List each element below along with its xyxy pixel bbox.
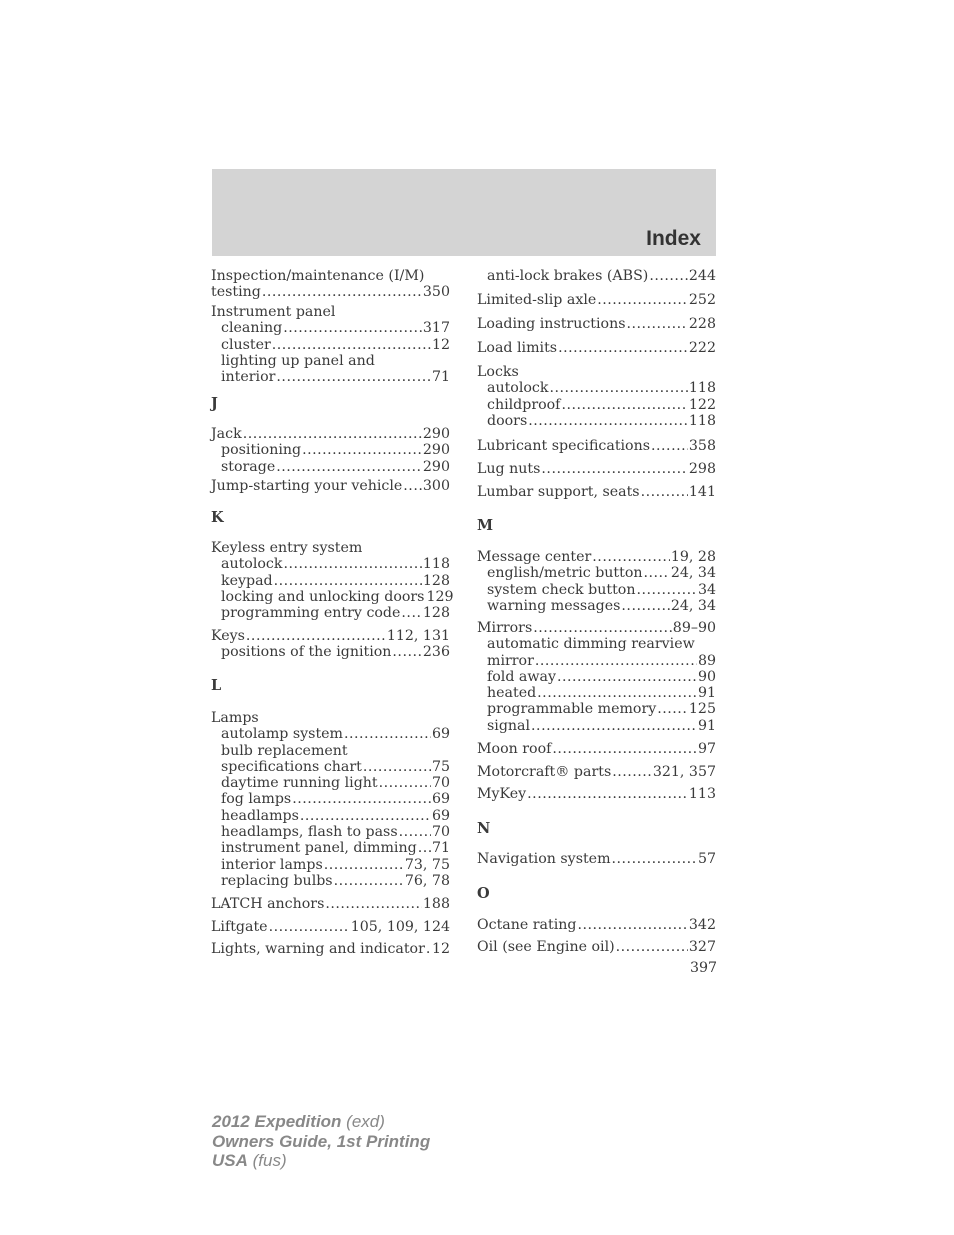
index-entry [477, 461, 716, 477]
index-line [477, 582, 716, 598]
index-term: mirror [487, 652, 534, 669]
index-line [211, 840, 450, 856]
page-ref: 24, 34 [670, 597, 716, 614]
footer-model: 2012 Expedition [212, 1112, 342, 1131]
index-line [477, 380, 716, 396]
dot-leader [528, 413, 688, 429]
dot-leader [276, 369, 431, 385]
page-ref: 290 [422, 426, 450, 442]
dot-leader [627, 316, 688, 332]
index-term: signal [487, 717, 531, 734]
dot-leader [527, 786, 688, 802]
page-ref: 105, 109, 124 [350, 919, 450, 935]
index-line [477, 741, 716, 757]
footer-market-code: (fus) [247, 1151, 287, 1170]
section-letter: L [211, 677, 222, 694]
index-term: Lights, warning and indicator [211, 941, 425, 957]
footer-guide: Owners Guide, 1st Printing [212, 1131, 431, 1151]
index-line [211, 628, 450, 644]
index-entry [477, 764, 716, 780]
index-term: Octane rating [477, 917, 577, 933]
dot-leader [561, 397, 687, 413]
page-ref: 290 [422, 458, 450, 475]
dot-leader [401, 605, 421, 621]
index-line [477, 438, 716, 454]
page-ref: 290 [422, 442, 450, 459]
index-entry [211, 919, 450, 935]
page-ref: 358 [688, 438, 716, 454]
index-entry [477, 268, 716, 284]
dot-leader [300, 808, 431, 824]
dot-leader [283, 556, 421, 572]
index-term: Jack [211, 426, 242, 442]
index-entry [477, 939, 716, 955]
index-entry [477, 851, 716, 867]
index-line [477, 598, 716, 614]
page-ref: 141 [688, 484, 716, 500]
index-line [477, 268, 716, 284]
index-line [477, 653, 716, 669]
index-term: programmable memory [487, 701, 657, 718]
footer-line-3 [212, 1151, 430, 1171]
index-term: interior lamps [221, 856, 323, 873]
dot-leader [531, 718, 697, 734]
index-line [477, 669, 716, 685]
index-term: autolock [487, 380, 549, 397]
index-line [477, 292, 716, 308]
dot-leader [636, 582, 696, 598]
page-ref: 118 [422, 556, 450, 573]
index-entry [211, 628, 450, 661]
page-ref: 222 [688, 340, 716, 356]
index-term: lighting up panel and [221, 352, 375, 369]
dot-leader [649, 268, 688, 284]
index-term: english/metric button [487, 565, 643, 582]
index-line [211, 644, 450, 660]
index-term: autolamp system [221, 726, 344, 743]
index-entry [477, 438, 716, 454]
dot-leader [243, 426, 422, 442]
section-letter: M [477, 517, 494, 534]
dot-leader [403, 478, 422, 494]
index-line [477, 851, 716, 867]
page-ref: 252 [688, 292, 716, 308]
index-entry [211, 540, 454, 622]
footer [212, 1112, 430, 1171]
page-ref: 71 [431, 369, 450, 386]
index-term: Instrument panel [211, 304, 336, 320]
index-term: instrument panel, dimming [221, 840, 417, 857]
index-line [211, 588, 454, 605]
index-entry [477, 917, 716, 933]
index-entry [477, 340, 716, 356]
index-entry [477, 364, 716, 429]
index-line [211, 337, 450, 353]
index-term: replacing bulbs [221, 872, 333, 889]
dot-leader [612, 851, 697, 867]
page-number: 397 [690, 960, 718, 976]
section-letter: J [211, 395, 218, 412]
page-ref: 118 [688, 380, 716, 397]
index-line [211, 726, 450, 742]
index-term: Inspection/maintenance (I/M) [211, 268, 425, 284]
page-ref: 300 [422, 478, 450, 494]
dot-leader [644, 565, 670, 581]
page-ref: 90 [697, 668, 716, 685]
index-term: specifications chart [221, 758, 362, 775]
dot-leader [274, 573, 422, 589]
index-entry [477, 741, 716, 757]
index-line [211, 459, 450, 475]
index-line [211, 808, 450, 824]
index-term: Locks [477, 364, 519, 380]
index-line [211, 426, 450, 442]
dot-leader [621, 598, 669, 614]
index-line [211, 284, 450, 300]
index-term: Loading instructions [477, 316, 626, 332]
index-term: keypad [221, 572, 273, 589]
page-ref: 34 [697, 581, 716, 598]
index-line [211, 369, 450, 385]
index-line [211, 573, 450, 589]
page-ref: 236 [422, 644, 450, 661]
index-line [211, 919, 450, 935]
index-line [211, 941, 450, 957]
index-line [211, 320, 450, 336]
index-term: daytime running light [221, 775, 378, 792]
dot-leader [276, 459, 422, 475]
section-letter: N [477, 820, 491, 837]
index-line [477, 786, 716, 802]
page-ref: 122 [688, 396, 716, 413]
footer-market: USA [212, 1151, 248, 1170]
dot-leader [246, 628, 386, 644]
index-line [211, 824, 450, 840]
index-term: cleaning [221, 320, 283, 337]
index-line [211, 896, 450, 912]
dot-leader [641, 484, 688, 500]
dot-leader [533, 620, 672, 636]
index-term: Limited-slip axle [477, 292, 597, 308]
page-title: Index [646, 227, 701, 250]
page-ref: 57 [697, 851, 716, 867]
index-entry [211, 268, 450, 301]
header-band [212, 169, 716, 256]
index-line [477, 340, 716, 356]
index-entry [477, 292, 716, 308]
page-ref: 129 [426, 588, 454, 605]
index-term: programming entry code [221, 605, 401, 622]
dot-leader [399, 824, 431, 840]
index-term: autolock [221, 556, 283, 573]
dot-leader [558, 340, 688, 356]
page-ref: 350 [422, 284, 450, 301]
page-ref: 69 [431, 726, 450, 743]
page-ref: 70 [431, 775, 450, 792]
page-ref: 112, 131 [386, 628, 450, 644]
page-ref: 128 [422, 572, 450, 589]
page-ref: 12 [431, 941, 450, 957]
index-term: Jump-starting your vehicle [211, 478, 403, 494]
index-term: fold away [487, 668, 556, 685]
page-ref: 70 [431, 824, 450, 841]
page-ref: 91 [697, 717, 716, 734]
page-ref: 71 [431, 840, 450, 857]
index-line [477, 484, 716, 500]
dot-leader [535, 653, 697, 669]
index-line [211, 442, 450, 458]
index-term: Navigation system [477, 851, 611, 867]
index-line [477, 461, 716, 477]
index-entry [477, 549, 716, 614]
index-entry [211, 941, 450, 957]
dot-leader [283, 320, 422, 336]
page-ref: 97 [697, 741, 716, 757]
dot-leader [537, 685, 697, 701]
index-line [477, 939, 716, 955]
index-term: Mirrors [477, 620, 533, 636]
index-term: Liftgate [211, 919, 268, 935]
index-line [211, 605, 450, 621]
index-line [211, 791, 450, 807]
index-entry [477, 316, 716, 332]
page-ref: 228 [688, 316, 716, 332]
dot-leader [577, 917, 687, 933]
index-line [477, 685, 716, 701]
index-term: positions of the ignition [221, 644, 392, 661]
index-term: warning messages [487, 597, 621, 614]
index-term: automatic dimming rearview [487, 636, 695, 653]
dot-leader [324, 857, 404, 873]
index-line [211, 775, 450, 791]
page-ref: 89 [697, 652, 716, 669]
dot-leader [657, 701, 688, 717]
index-line [211, 556, 450, 572]
dot-leader [392, 644, 421, 660]
dot-leader [379, 775, 431, 791]
index-entry [211, 304, 450, 385]
index-term: positioning [221, 442, 302, 459]
index-term: headlamps [221, 807, 299, 824]
dot-leader [426, 941, 431, 957]
page-ref: 89–90 [672, 620, 716, 636]
page-ref: 19, 28 [670, 549, 716, 565]
index-line [211, 873, 450, 889]
index-term: LATCH anchors [211, 896, 325, 912]
index-term: anti-lock brakes (ABS) [487, 268, 649, 284]
index-term: childproof [487, 396, 561, 413]
index-term: interior [221, 369, 276, 386]
index-term: Keyless entry system [211, 540, 363, 556]
dot-leader [549, 380, 687, 396]
page-ref: 91 [697, 685, 716, 702]
index-line [211, 759, 450, 775]
index-term: Motorcraft® parts [477, 764, 612, 780]
index-line [477, 316, 716, 332]
index-term: fog lamps [221, 791, 292, 808]
index-term: Lumbar support, seats [477, 484, 640, 500]
footer-line-1 [212, 1112, 430, 1132]
page-ref: 128 [422, 605, 450, 622]
index-line [477, 565, 716, 581]
dot-leader [541, 461, 687, 477]
index-term: storage [221, 458, 276, 475]
dot-leader [612, 764, 652, 780]
footer-line-2 [212, 1132, 430, 1152]
page-ref: 125 [688, 701, 716, 718]
index-term: locking and unlocking doors [221, 588, 425, 605]
page-ref: 298 [688, 461, 716, 477]
index-term: Lug nuts [477, 461, 541, 477]
index-line [211, 857, 450, 873]
index-term: Oil (see Engine oil) [477, 939, 615, 955]
index-line [211, 478, 450, 494]
index-term: testing [211, 284, 261, 301]
dot-leader [597, 292, 688, 308]
index-entry [477, 484, 716, 500]
index-line [477, 549, 716, 565]
dot-leader [557, 669, 697, 685]
page-ref: 73, 75 [404, 856, 450, 873]
index-entry [211, 426, 450, 475]
dot-leader [651, 438, 688, 454]
dot-leader [334, 873, 404, 889]
index-entry [211, 896, 450, 912]
index-term: system check button [487, 581, 636, 598]
index-line [477, 917, 716, 933]
dot-leader [302, 442, 422, 458]
index-line [477, 397, 716, 413]
page-ref: 75 [431, 758, 450, 775]
page-ref: 188 [422, 896, 450, 912]
dot-leader [292, 791, 431, 807]
dot-leader [552, 741, 697, 757]
index-line [477, 764, 716, 780]
page-ref: 76, 78 [404, 872, 450, 889]
index-term: Lubricant specifications [477, 438, 651, 454]
dot-leader [325, 896, 422, 912]
index-term: heated [487, 685, 537, 702]
dot-leader [262, 284, 422, 300]
dot-leader [272, 337, 431, 353]
dot-leader [269, 919, 350, 935]
page-ref: 24, 34 [670, 565, 716, 582]
page-ref: 113 [688, 786, 716, 802]
dot-leader [592, 549, 670, 565]
index-term: Load limits [477, 340, 558, 356]
dot-leader [363, 759, 431, 775]
index-term: Moon roof [477, 741, 552, 757]
index-entry [477, 620, 716, 734]
index-term: Lamps [211, 710, 259, 726]
index-entry [211, 710, 450, 889]
index-term: bulb replacement [221, 742, 348, 759]
index-term: Keys [211, 628, 245, 644]
page-ref: 342 [688, 917, 716, 933]
page-ref: 317 [422, 320, 450, 337]
dot-leader [344, 726, 431, 742]
section-letter: K [211, 509, 224, 526]
index-line [477, 620, 716, 636]
index-term: Message center [477, 549, 592, 565]
section-letter: O [477, 885, 490, 902]
index-term: MyKey [477, 786, 527, 802]
index-term: doors [487, 412, 528, 429]
page-ref: 12 [431, 336, 450, 353]
page-ref: 69 [431, 791, 450, 808]
page-ref: 327 [688, 939, 716, 955]
page-ref: 69 [431, 807, 450, 824]
index-line [477, 413, 716, 429]
index-line [477, 718, 716, 734]
footer-model-code: (exd) [341, 1112, 385, 1131]
index-line [477, 701, 716, 717]
dot-leader [418, 840, 431, 856]
index-entry [477, 786, 716, 802]
index-entry [211, 478, 450, 494]
page-ref: 118 [688, 412, 716, 429]
index-term: headlamps, flash to pass [221, 824, 398, 841]
page-ref: 321, 357 [652, 764, 716, 780]
page-ref: 244 [688, 268, 716, 284]
index-term: cluster [221, 336, 271, 353]
dot-leader [616, 939, 688, 955]
